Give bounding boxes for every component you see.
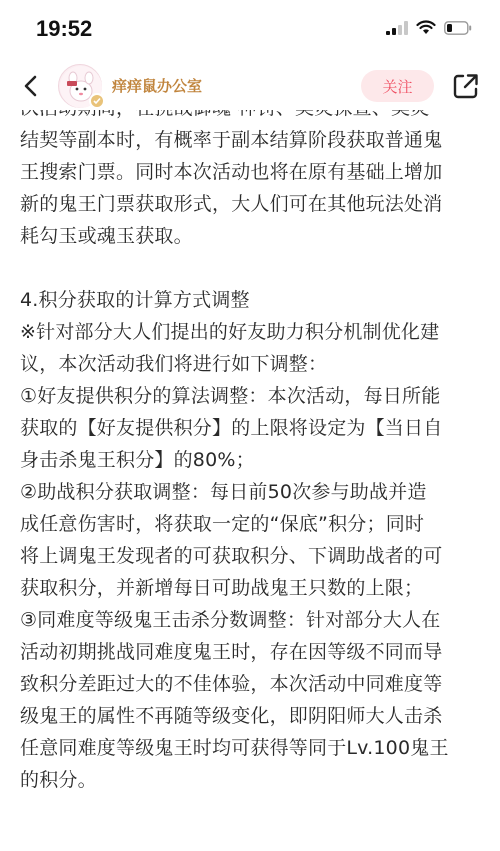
status-bar <box>0 0 500 62</box>
chevron-left-icon <box>23 75 37 97</box>
text-line: 的积分。 <box>20 769 97 791</box>
text-line: 将上调鬼王发现者的可获取积分、下调助战者的可 <box>20 545 443 567</box>
cellular-signal-icon <box>386 21 408 35</box>
back-button[interactable] <box>14 70 46 102</box>
text-line: 耗勾玉或魂玉获取。 <box>20 225 193 247</box>
text-line: 成任意伤害时，将获取一定的“保底”积分；同时 <box>20 513 425 535</box>
text-line: 获取积分，并新增每日可助战鬼王只数的上限； <box>20 577 424 599</box>
text-line: ③同难度等级鬼王击杀分数调整：针对部分大人在 <box>20 609 441 631</box>
section-heading: 4.积分获取的计算方式调整 <box>20 289 250 311</box>
text-line: ①好友提供积分的算法调整：本次活动，每日所能 <box>20 385 441 407</box>
article-body[interactable] <box>0 92 500 851</box>
text-line: 王搜索门票。同时本次活动也将在原有基础上增加 <box>20 161 443 183</box>
text-line: 获取的【好友提供积分】的上限将设定为【当日自 <box>20 417 443 439</box>
text-line: 致积分差距过大的不佳体验，本次活动中同难度等 <box>20 673 443 695</box>
status-icons <box>386 20 472 35</box>
paragraph-ghost-tickets <box>20 92 482 252</box>
paragraph-gap <box>20 252 482 284</box>
battery-icon <box>444 21 472 35</box>
share-button[interactable] <box>451 71 481 101</box>
follow-button[interactable]: 关注 <box>361 70 434 102</box>
status-time: 19:52 <box>36 16 93 41</box>
text-line: 新的鬼王门票获取形式，大人们可在其他玩法处消 <box>20 193 443 215</box>
share-icon <box>451 71 481 101</box>
text-line: 活动初期挑战同难度鬼王时，存在因等级不同而导 <box>20 641 443 663</box>
text-line: 级鬼王的属性不再随等级变化，即阴阳师大人击杀 <box>20 705 443 727</box>
text-line: 议，本次活动我们将进行如下调整： <box>20 353 328 375</box>
nav-bar <box>0 62 500 110</box>
avatar[interactable] <box>58 64 102 108</box>
wifi-icon <box>416 20 436 35</box>
account-name[interactable]: 痒痒鼠办公室 <box>112 77 203 95</box>
verified-badge-icon <box>89 93 105 109</box>
paragraph-score-adjustment <box>20 284 482 796</box>
text-line: 任意同难度等级鬼王时均可获得等同于Lv.100鬼王 <box>20 737 449 759</box>
text-line: ②助战积分获取调整：每日前50次参与助战并造 <box>20 481 427 503</box>
text-line: ※针对部分大人们提出的好友助力积分机制优化建 <box>20 321 440 343</box>
text-line: 身击杀鬼王积分】的80%； <box>20 449 255 471</box>
text-line: 结契等副本时，有概率于副本结算阶段获取普通鬼 <box>20 129 443 151</box>
